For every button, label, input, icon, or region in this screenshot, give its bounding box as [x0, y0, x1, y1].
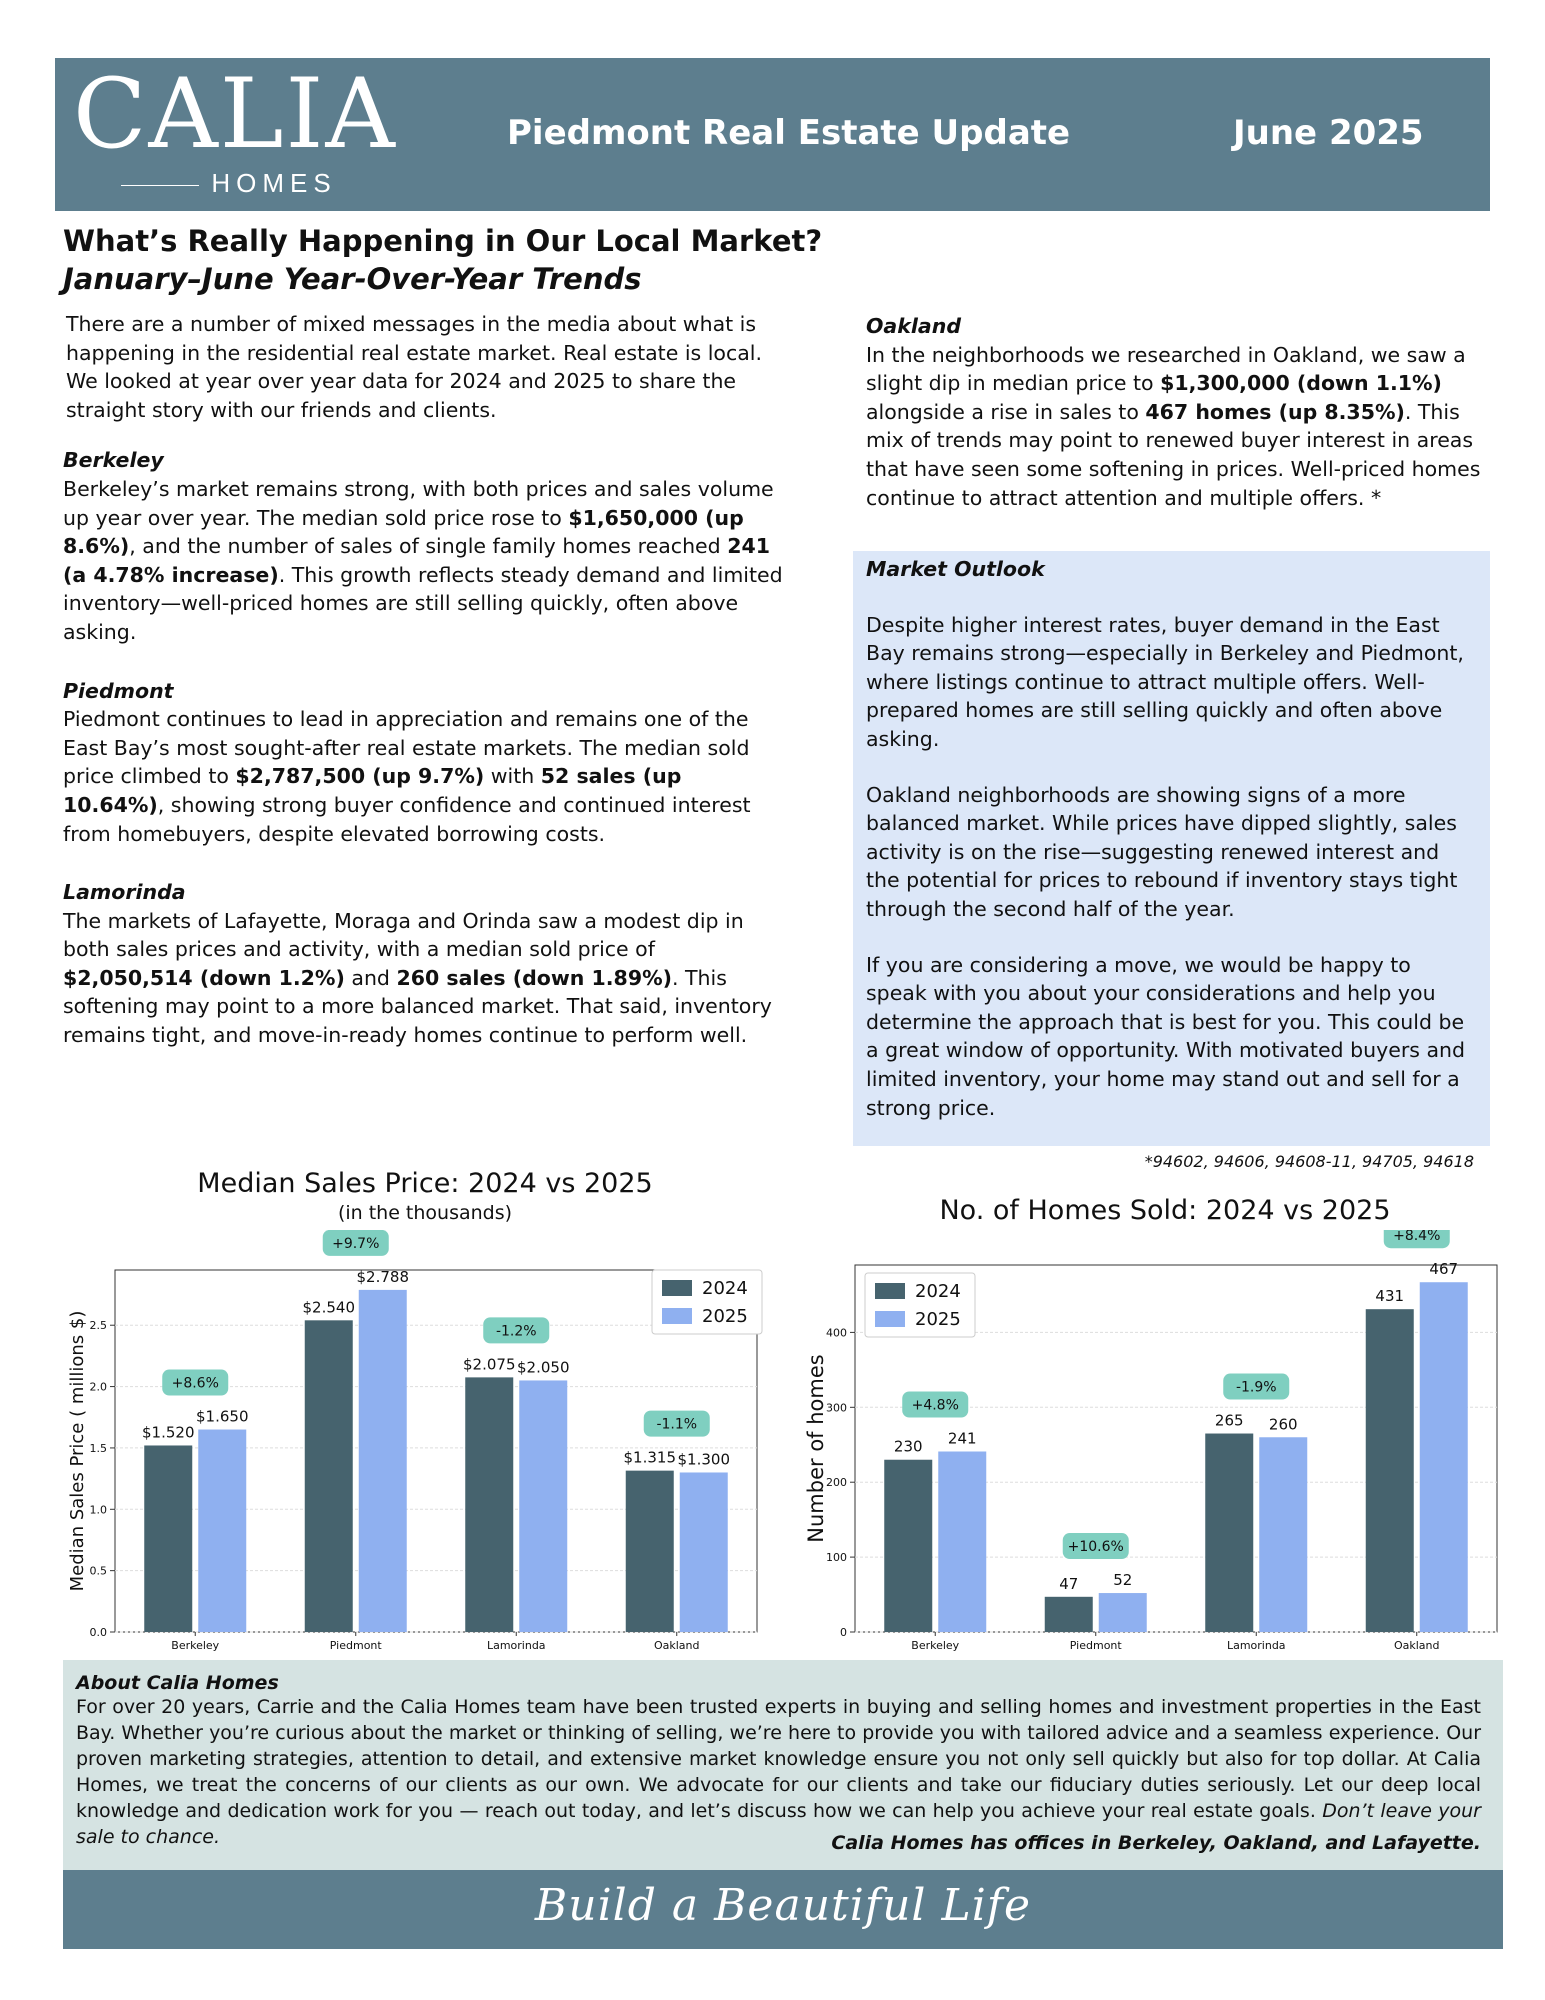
lamorinda-text-3: . This softening may point to a more balanced market. That said, inventory remains tight, and move-in-ready homes continue to perform well. — [63, 965, 772, 1048]
berkeley-sales: 241 (a 4.78% increase) — [63, 534, 770, 587]
sales-chart-title: No. of Homes Sold: 2024 vs 2025 — [939, 1195, 1391, 1226]
legend-label-2024: 2024 — [915, 1281, 961, 1302]
sales-chart — [795, 1230, 1515, 1660]
legend-swatch-2025 — [662, 1308, 692, 1324]
y-tick-label: 2.5 — [89, 1319, 107, 1333]
data-label: $1.650 — [196, 1407, 249, 1426]
bar-2025-piedmont — [1099, 1593, 1147, 1632]
x-tick-label: Piedmont — [1069, 1639, 1122, 1652]
change-badge-label: +9.7% — [332, 1235, 380, 1252]
about-text-italic: Don’t leave your sale to chance. — [76, 1800, 1481, 1848]
berkeley-text-2: , and the number of sales of single family homes reached — [129, 534, 728, 559]
data-label: $1.315 — [623, 1448, 676, 1467]
change-badge-label: +10.6% — [1067, 1539, 1124, 1556]
market-outlook-p3: If you are considering a move, we would be happy to speak with you about your considerations and help you determine the approach that is best for you. This could be a great window of opportunity. With motivated buyers and limited inventory, your home may stand out and sell for a strong price. — [866, 952, 1466, 1120]
change-badge-label: -1.9% — [1235, 1379, 1277, 1396]
about-section — [63, 1660, 1503, 1870]
x-tick-label: Berkeley — [171, 1639, 220, 1652]
bar-2024-berkeley — [884, 1460, 932, 1632]
header-title: Piedmont Real Estate Update — [507, 113, 1071, 153]
right-column — [866, 312, 1486, 512]
berkeley-title: Berkeley — [63, 448, 164, 473]
legend-swatch-2024 — [875, 1283, 905, 1299]
legend-label-2024: 2024 — [702, 1278, 748, 1299]
change-badge-label: +8.4% — [1393, 1230, 1441, 1245]
berkeley-text-1: Berkeley’s market remains strong, with both prices and sales volume up year over year. The median sold price rose to — [63, 476, 774, 530]
zip-footnote: *94602, 94606, 94608-11, 94705, 94618 — [1144, 1152, 1474, 1171]
data-label: 431 — [1375, 1287, 1405, 1306]
legend-label-2025: 2025 — [702, 1306, 748, 1327]
data-label: 47 — [1059, 1574, 1079, 1593]
y-axis-label: Number of homes — [804, 1354, 828, 1543]
bar-2024-oakland — [1366, 1309, 1414, 1632]
about-title: About Calia Homes — [76, 1672, 279, 1694]
market-outlook-p2: Oakland neighborhoods are showing signs of a more balanced market. While prices have dipped slightly, sales activity is on the rise—suggesting renewed interest and the potential for prices to rebound if inventory stays tight through the second half of the year. — [866, 782, 1458, 921]
change-badge-label: -1.2% — [495, 1323, 537, 1340]
x-tick-label: Lamorinda — [486, 1639, 546, 1652]
lamorinda-price: $2,050,514 (down 1.2%) — [63, 965, 345, 990]
y-tick-label: 300 — [826, 1401, 847, 1415]
lamorinda-title: Lamorinda — [63, 880, 186, 905]
y-tick-label: 0.0 — [89, 1626, 107, 1639]
bar-2025-oakland — [680, 1472, 728, 1632]
y-tick-label: 400 — [826, 1326, 847, 1340]
bar-2025-piedmont — [359, 1290, 407, 1632]
y-tick-label: 0.5 — [89, 1564, 107, 1578]
logo-subtitle — [73, 168, 373, 230]
bar-2025-lamorinda — [1259, 1437, 1307, 1632]
bar-2024-lamorinda — [465, 1377, 513, 1632]
x-tick-label: Berkeley — [911, 1639, 960, 1652]
oakland-sales: 467 homes (up 8.35%) — [1145, 399, 1405, 424]
y-tick-label: 200 — [826, 1476, 847, 1490]
data-label: $2.540 — [302, 1298, 355, 1317]
data-label: 230 — [893, 1437, 923, 1456]
oakland-text — [866, 341, 1486, 513]
price-chart — [55, 1230, 775, 1660]
price-chart-subtitle: (in the thousands) — [337, 1202, 513, 1224]
header-banner — [55, 58, 1490, 211]
lamorinda-text-2: and — [344, 965, 397, 990]
bar-2024-berkeley — [144, 1445, 192, 1632]
footer-tagline: Build a Beautiful Life — [534, 1880, 1032, 1931]
data-label: $1.520 — [142, 1423, 195, 1442]
berkeley-text-3: . This growth reflects steady demand and limited inventory—well-priced homes are still selling quickly, often above asking. — [63, 562, 783, 644]
y-tick-label: 1.5 — [89, 1441, 107, 1455]
change-badge-label: +8.6% — [171, 1375, 219, 1392]
legend-swatch-2025 — [875, 1311, 905, 1327]
price-chart-title: Median Sales Price: 2024 vs 2025 — [197, 1168, 653, 1199]
change-badge-label: -1.1% — [656, 1416, 698, 1433]
piedmont-title: Piedmont — [63, 678, 174, 703]
x-tick-label: Oakland — [1393, 1639, 1440, 1652]
piedmont-text-1: Piedmont continues to lead in appreciation and remains one of the East Bay’s most sought-after real estate markets. The median sold price climbed to — [63, 707, 750, 789]
bar-2025-lamorinda — [519, 1380, 567, 1632]
oakland-text-2: alongside a rise in sales to — [866, 399, 1146, 424]
about-offices: Calia Homes has offices in Berkeley, Oakland, and Lafayette. — [831, 1832, 1481, 1854]
piedmont-price: $2,787,500 (up 9.7%) — [235, 764, 485, 789]
data-label: 241 — [947, 1429, 977, 1448]
bar-2024-piedmont — [1045, 1597, 1093, 1632]
oakland-title: Oakland — [866, 314, 962, 338]
intro-text: There are a number of mixed messages in the media about what is happening in the residential real estate market. Real estate is local. We looked at year over year data for 2024 and 2025 to share the straight story with our friends and clients. — [66, 312, 763, 422]
change-badge-label: +4.8% — [911, 1397, 959, 1414]
bar-2024-oakland — [626, 1471, 674, 1632]
piedmont-text-3: , showing strong buyer confidence and continued interest from homebuyers, despite elevated borrowing costs. — [63, 792, 751, 846]
piedmont-text — [63, 705, 783, 848]
berkeley-text — [63, 475, 783, 647]
legend-label-2025: 2025 — [915, 1309, 961, 1330]
logo-subtitle-text: HOMES — [211, 168, 337, 198]
market-outlook-p1: Despite higher interest rates, buyer demand in the East Bay remains strong—especially in Berkeley and Piedmont, where listings continue to attract multiple offers. Well-prepared homes are still selling quickly and often above asking. — [866, 612, 1464, 751]
y-tick-label: 2.0 — [89, 1380, 107, 1394]
piedmont-text-2: with — [484, 764, 541, 789]
legend-swatch-2024 — [662, 1280, 692, 1296]
oakland-price: $1,300,000 (down 1.1%) — [1160, 371, 1442, 396]
page-heading: What’s Really Happening in Our Local Market? — [63, 224, 823, 258]
data-label: $1.300 — [677, 1450, 730, 1469]
x-tick-label: Piedmont — [329, 1639, 382, 1652]
bar-2025-berkeley — [198, 1430, 246, 1632]
about-text — [76, 1694, 1481, 1850]
data-label: 265 — [1214, 1411, 1244, 1430]
lamorinda-text-1: The markets of Lafayette, Moraga and Orinda saw a modest dip in both sales prices and activity, with a median sold price of — [63, 908, 744, 962]
x-tick-label: Lamorinda — [1226, 1639, 1286, 1652]
lamorinda-text — [63, 907, 783, 1050]
berkeley-price: $1,650,000 (up 8.6%) — [63, 505, 744, 559]
data-label: $2.075 — [463, 1355, 516, 1374]
lamorinda-sales: 260 sales (down 1.89%) — [396, 965, 672, 990]
y-tick-label: 100 — [826, 1551, 847, 1565]
logo-wordmark: CALIA — [73, 58, 397, 170]
bar-2024-piedmont — [305, 1320, 353, 1632]
about-text-body: For over 20 years, Carrie and the Calia Homes team have been trusted experts in buying and selling homes and investment properties in the East Bay. Whether you’re curious about the market or thinking of selling, we’re here to provide you with tailored advice and a seamless experience. Our proven marketing strategies, attention to detail, and extensive market knowledge ensure you not only sell quickly but also for top dollar. At Calia Homes, we treat the concerns of our clients as our own. We advocate for our clients and take our fiduciary duties seriously. Let our deep local knowledge and dedication work for you — reach out today, and let’s discuss how we can help you achieve your real estate goals. — [76, 1696, 1481, 1822]
x-tick-label: Oakland — [653, 1639, 700, 1652]
y-tick-label: 0 — [840, 1626, 847, 1639]
bar-2025-berkeley — [938, 1451, 986, 1632]
bar-2024-lamorinda — [1205, 1434, 1253, 1632]
data-label: 260 — [1268, 1415, 1298, 1434]
market-outlook-box — [853, 551, 1490, 1146]
bar-2025-oakland — [1420, 1282, 1468, 1632]
market-outlook-title: Market Outlook — [866, 557, 1045, 581]
footer-banner — [63, 1870, 1503, 1949]
piedmont-sales: 52 sales (up 10.64%) — [63, 764, 682, 817]
left-column — [63, 310, 783, 1050]
data-label: $2.788 — [356, 1267, 409, 1286]
oakland-text-1: In the neighborhoods we researched in Oakland, we saw a slight dip in median price to — [866, 342, 1466, 396]
page-subheading: January–June Year-Over-Year Trends — [63, 262, 642, 296]
data-label: 467 — [1429, 1260, 1459, 1279]
data-label: $2.050 — [517, 1358, 570, 1377]
y-tick-label: 1.0 — [89, 1503, 107, 1517]
data-label: 52 — [1113, 1571, 1133, 1590]
header-date: June 2025 — [1233, 113, 1424, 153]
y-axis-label: Median Sales Price ( millions $) — [67, 1310, 88, 1592]
oakland-text-3: . This mix of trends may point to renewed buyer interest in areas that have seen some softening in prices. Well-priced homes continue to attract attention and multiple offers. * — [866, 399, 1481, 510]
